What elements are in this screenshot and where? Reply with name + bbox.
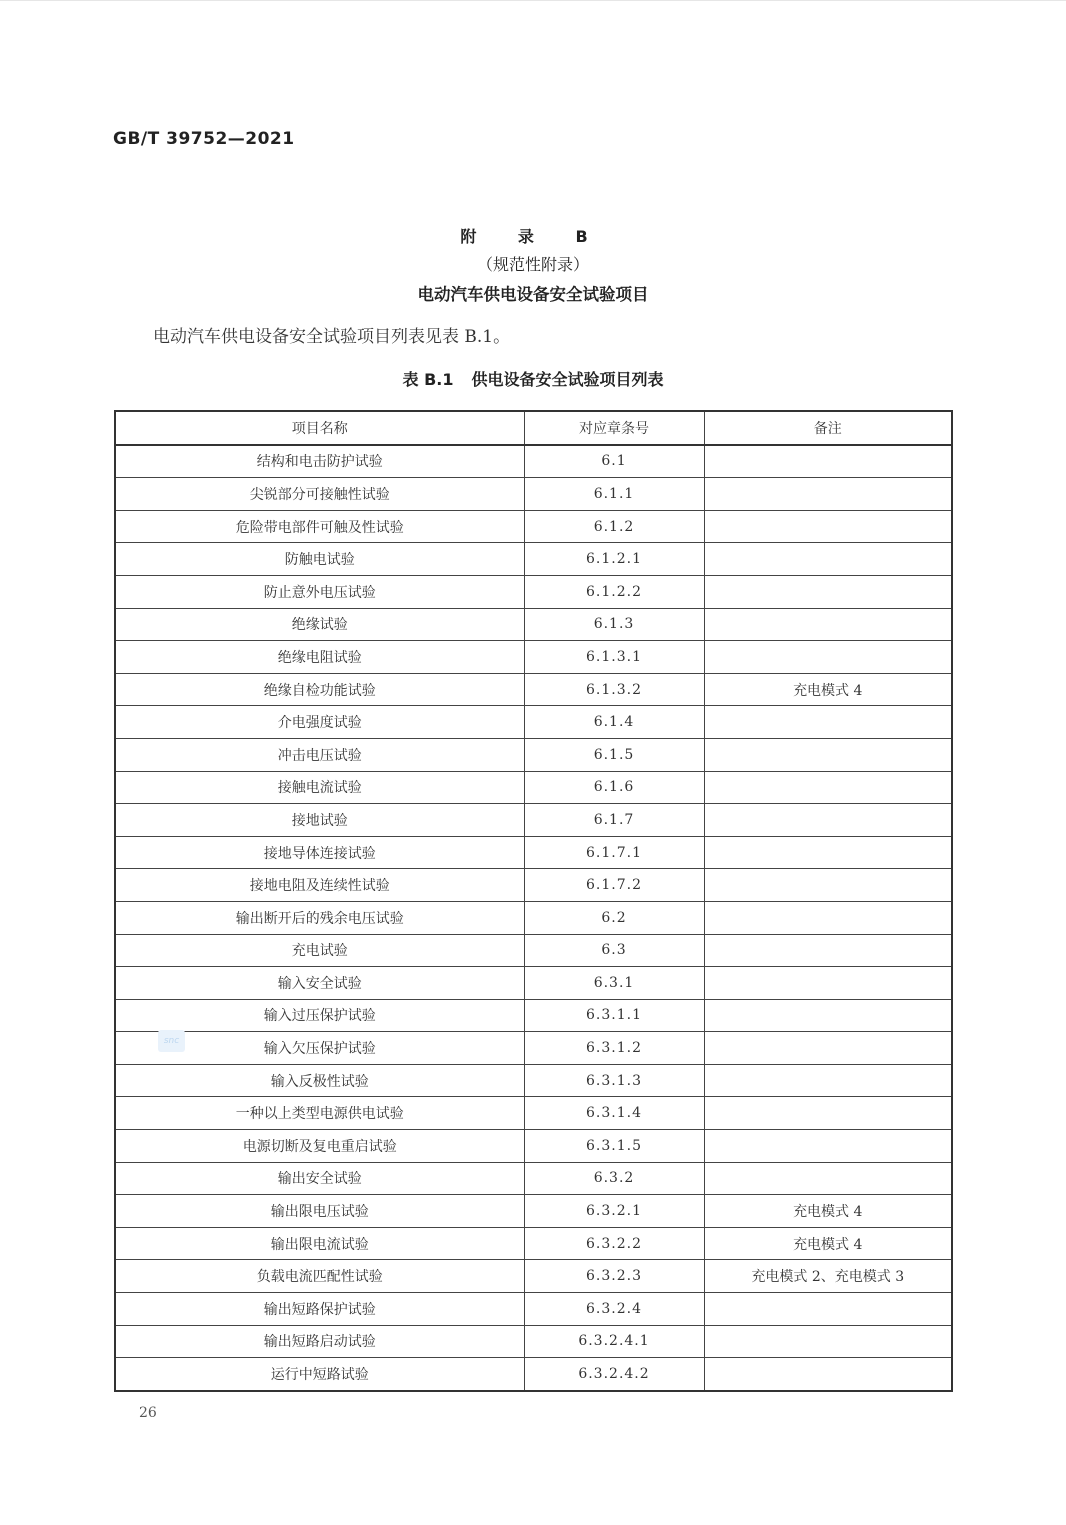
cell-item-name: 负载电流匹配性试验 (115, 1260, 524, 1293)
cell-item-name: 充电试验 (115, 934, 524, 967)
cell-clause: 6.1.2.1 (524, 543, 704, 576)
table-row (115, 1032, 952, 1065)
table-row (115, 1195, 952, 1228)
cell-item-name: 绝缘自检功能试验 (115, 673, 524, 706)
table-row (115, 869, 952, 902)
cell-note: 充电模式 2、充电模式 3 (704, 1260, 952, 1293)
cell-clause: 6.1.7 (524, 804, 704, 837)
cell-clause: 6.3.1.3 (524, 1064, 704, 1097)
cell-clause: 6.3.1 (524, 967, 704, 1000)
cell-clause: 6.3.1.5 (524, 1130, 704, 1163)
table-header-row (115, 411, 952, 445)
column-header-clause: 对应章条号 (524, 411, 704, 445)
table-row (115, 771, 952, 804)
cell-clause: 6.1.3.1 (524, 641, 704, 674)
cell-item-name: 尖锐部分可接触性试验 (115, 478, 524, 511)
cell-item-name: 接地电阻及连续性试验 (115, 869, 524, 902)
cell-clause: 6.1.2.2 (524, 575, 704, 608)
cell-item-name: 介电强度试验 (115, 706, 524, 739)
cell-item-name: 输入安全试验 (115, 967, 524, 1000)
table-row (115, 1162, 952, 1195)
table-row (115, 673, 952, 706)
cell-item-name: 一种以上类型电源供电试验 (115, 1097, 524, 1130)
cell-item-name: 电源切断及复电重启试验 (115, 1130, 524, 1163)
table-body (115, 445, 952, 1391)
table-row (115, 641, 952, 674)
cell-item-name: 输出限电压试验 (115, 1195, 524, 1228)
table-row (115, 1358, 952, 1391)
cell-clause: 6.1.7.1 (524, 836, 704, 869)
cell-note (704, 1032, 952, 1065)
table-row (115, 1130, 952, 1163)
table-row (115, 1064, 952, 1097)
table-row (115, 706, 952, 739)
cell-item-name: 输出断开后的残余电压试验 (115, 901, 524, 934)
table-row (115, 804, 952, 837)
cell-clause: 6.1.3 (524, 608, 704, 641)
table-row (115, 445, 952, 478)
cell-note: 充电模式 4 (704, 1227, 952, 1260)
cell-clause: 6.3.2.4.2 (524, 1358, 704, 1391)
cell-item-name: 输出限电流试验 (115, 1227, 524, 1260)
cell-note: 充电模式 4 (704, 1195, 952, 1228)
cell-clause: 6.3.2.4 (524, 1293, 704, 1326)
cell-clause: 6.3 (524, 934, 704, 967)
table-row (115, 738, 952, 771)
cell-clause: 6.3.1.2 (524, 1032, 704, 1065)
cell-note: 充电模式 4 (704, 673, 952, 706)
cell-note (704, 967, 952, 1000)
cell-item-name: 绝缘电阻试验 (115, 641, 524, 674)
cell-note (704, 543, 952, 576)
cell-note (704, 738, 952, 771)
cell-item-name: 接触电流试验 (115, 771, 524, 804)
table-row (115, 510, 952, 543)
table-row (115, 967, 952, 1000)
column-header-note: 备注 (704, 411, 952, 445)
intro-text: 电动汽车供电设备安全试验项目列表见表 B.1。 (153, 327, 511, 347)
cell-item-name: 接地试验 (115, 804, 524, 837)
cell-note (704, 999, 952, 1032)
cell-note (704, 869, 952, 902)
cell-clause: 6.1.5 (524, 738, 704, 771)
table-row (115, 1227, 952, 1260)
cell-note (704, 1162, 952, 1195)
cell-item-name: 危险带电部件可触及性试验 (115, 510, 524, 543)
cell-item-name: 输出短路启动试验 (115, 1325, 524, 1358)
cell-clause: 6.3.2.1 (524, 1195, 704, 1228)
table-row (115, 1260, 952, 1293)
cell-note (704, 641, 952, 674)
cell-note (704, 1097, 952, 1130)
cell-item-name: 运行中短路试验 (115, 1358, 524, 1391)
cell-note (704, 575, 952, 608)
cell-note (704, 706, 952, 739)
table-row (115, 608, 952, 641)
cell-clause: 6.3.2.3 (524, 1260, 704, 1293)
cell-note (704, 1130, 952, 1163)
cell-note (704, 1064, 952, 1097)
appendix-title: 电动汽车供电设备安全试验项目 (417, 285, 649, 304)
cell-clause: 6.1.4 (524, 706, 704, 739)
cell-clause: 6.3.1.4 (524, 1097, 704, 1130)
table-row (115, 478, 952, 511)
table-caption-number: 表 B.1 (402, 370, 454, 389)
cell-clause: 6.1 (524, 445, 704, 478)
cell-note (704, 934, 952, 967)
standard-number: GB/T 39752—2021 (113, 129, 295, 149)
cell-clause: 6.3.2 (524, 1162, 704, 1195)
appendix-label: 附 录 B (460, 227, 606, 246)
table-row (115, 1293, 952, 1326)
cell-note (704, 771, 952, 804)
cell-clause: 6.3.2.4.1 (524, 1325, 704, 1358)
table-caption-title: 供电设备安全试验项目列表 (471, 370, 664, 389)
appendix-type: （规范性附录） (476, 255, 589, 274)
cell-clause: 6.1.6 (524, 771, 704, 804)
cell-clause: 6.1.7.2 (524, 869, 704, 902)
cell-note (704, 804, 952, 837)
cell-note (704, 1325, 952, 1358)
cell-item-name: 冲击电压试验 (115, 738, 524, 771)
cell-item-name: 输入过压保护试验 (115, 999, 524, 1032)
table-row (115, 934, 952, 967)
test-items-table (114, 410, 953, 1392)
cell-item-name: 防止意外电压试验 (115, 575, 524, 608)
cell-note (704, 836, 952, 869)
cell-item-name: 绝缘试验 (115, 608, 524, 641)
cell-item-name: 结构和电击防护试验 (115, 445, 524, 478)
cell-note (704, 608, 952, 641)
cell-clause: 6.3.1.1 (524, 999, 704, 1032)
cell-clause: 6.3.2.2 (524, 1227, 704, 1260)
cell-clause: 6.2 (524, 901, 704, 934)
cell-note (704, 510, 952, 543)
table-row (115, 543, 952, 576)
cell-clause: 6.1.2 (524, 510, 704, 543)
cell-item-name: 接地导体连接试验 (115, 836, 524, 869)
column-header-item-name: 项目名称 (115, 411, 524, 445)
table-row (115, 1325, 952, 1358)
table-caption (0, 367, 1066, 390)
cell-note (704, 1358, 952, 1391)
page-number: 26 (139, 1405, 157, 1421)
cell-item-name: 防触电试验 (115, 543, 524, 576)
cell-item-name: 输入欠压保护试验 (115, 1032, 524, 1065)
table-row (115, 836, 952, 869)
cell-note (704, 478, 952, 511)
table-row (115, 575, 952, 608)
cell-item-name: 输出短路保护试验 (115, 1293, 524, 1326)
cell-note (704, 901, 952, 934)
cell-item-name: 输出安全试验 (115, 1162, 524, 1195)
table-row (115, 999, 952, 1032)
cell-note (704, 445, 952, 478)
cell-item-name: 输入反极性试验 (115, 1064, 524, 1097)
table-row (115, 1097, 952, 1130)
cell-clause: 6.1.3.2 (524, 673, 704, 706)
watermark-logo: snc (158, 1030, 185, 1052)
table-row (115, 901, 952, 934)
cell-note (704, 1293, 952, 1326)
cell-clause: 6.1.1 (524, 478, 704, 511)
page-top-rule (0, 0, 1066, 1)
